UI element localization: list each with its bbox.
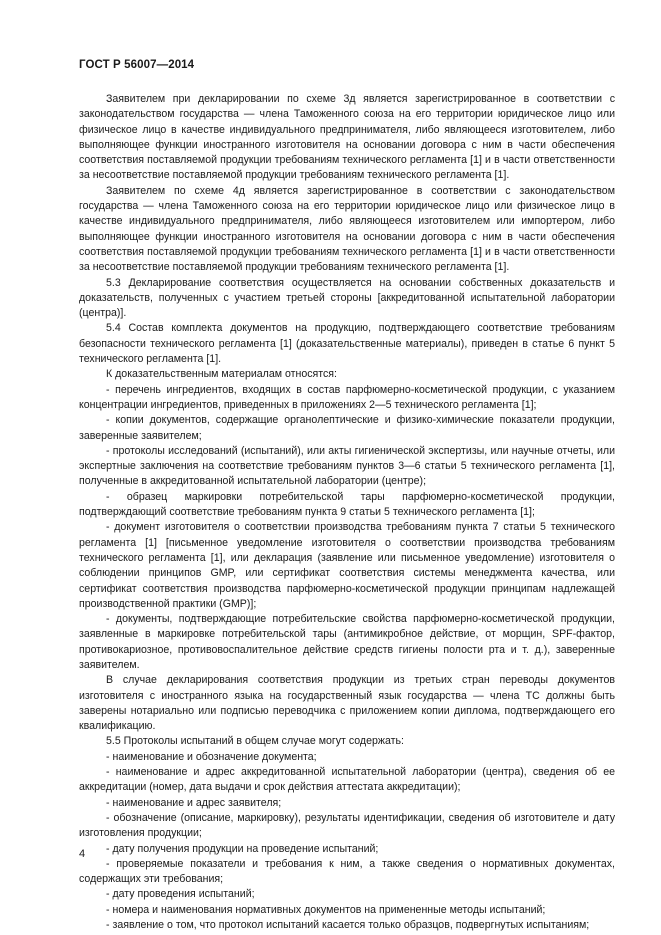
list-item: - образец маркировки потребительской тары парфюмерно-косметической продукции, подтверждающий соответствие требованиям пункта 9 статьи 5 технического регламента [1]; <box>79 490 615 519</box>
document-header: ГОСТ Р 56007—2014 <box>79 59 195 71</box>
paragraph: К доказательственным материалам относятся: <box>106 368 337 381</box>
list-item: - наименование и обозначение документа; <box>106 750 317 763</box>
list-item: - проверяемые показатели и требования к ним, а также сведения о нормативных документах, содержащих эти требования; <box>79 857 615 886</box>
paragraph: Заявителем при декларировании по схеме 3д является зарегистрированное в соответствии с законодательством государства — члена Таможенного союза на его территории юридическое лицо или физическое лицо в качестве индивидуального предпринимателя, либо являющееся изготовителем, либо выполняющее функции иностранного изготовителя на основании договора с ним в части обеспечения соответствия поставляемой продукции требованиям технического регламента [1] и в части ответственности за несоответствие поставляемой продукции требованиям технического регламента [1]. <box>79 93 615 182</box>
list-item: - протоколы исследований (испытаний), или акты гигиенической экспертизы, или научные отчеты, или экспертные заключения на соответствие требованиям пунктов 3—6 статьи 5 технического регламента [1], полученные в аккредитованной испытательной лаборатории (центре); <box>79 444 615 488</box>
paragraph: 5.5 Протоколы испытаний в общем случае могут содержать: <box>106 735 404 748</box>
list-item: - копии документов, содержащие органолептические и физико-химические показатели продукции, заверенные заявителем; <box>79 414 615 442</box>
list-item: - перечень ингредиентов, входящих в состав парфюмерно-косметической продукции, с указанием концентрации ингредиентов, приведенных в приложениях 2—5 технического регламента [1]; <box>79 383 615 411</box>
paragraph: 5.4 Состав комплекта документов на продукцию, подтверждающего соответствие требованиям безопасности технического регламента [1] (доказательственные материалы), приведен в статье 6 пункт 5 технического регламента [1]. <box>79 322 615 366</box>
list-item: - наименование и адрес аккредитованной испытательной лаборатории (центра), сведения об ее аккредитации (номер, дата выдачи и срок действия аттестата аккредитации); <box>79 766 615 794</box>
list-item: - обозначение (описание, маркировку), результаты идентификации, сведения об изготовителе и дату изготовления продукции; <box>79 811 615 840</box>
paragraph: Заявителем по схеме 4д является зарегистрированное в соответствии с законодательством государства — члена Таможенного союза на его территории юридическое лицо или физическое лицо в качестве индивидуального предпринимателя, либо являющееся изготовителем или импортером, либо выполняющее функции иностранного изготовителя на основании договора с ним в части обеспечения соответствия поставляемой продукции требованиям технического регламента [1] и в части ответственности за несоответствие поставляемой продукции требованиям технического регламента [1]. <box>79 184 615 274</box>
list-item: - наименование и адрес заявителя; <box>106 796 282 809</box>
paragraph: 5.3 Декларирование соответствия осуществляется на основании собственных доказательств и доказательств, полученных с участием третьей стороны [аккредитованной испытательной лаборатории (центра)]. <box>79 276 615 320</box>
document-body <box>79 92 615 933</box>
list-item: - документ изготовителя о соответствии производства требованиям пункта 7 статьи 5 технического регламента [1] [письменное уведомление изготовителя о соответствии производства требованиям технического регламента [1], или декларация (заявление или письменное уведомление) изготовителя о соблюдении принципов GMP, или сертификат соответствия системы менеджмента качества, или сертификат соответствия производства парфюмерно-косметической продукции принципам надлежащей производственной практики (GMP)]; <box>79 521 615 610</box>
list-item: - документы, подтверждающие потребительские свойства парфюмерно-косметической продукции, заявленные в маркировке потребительской тары (антимикробное действие, от морщин, SPF-фактор, противокариозное, противовоспалительное действие средств гигиены полости рта и т. д.), заверенные заявителем. <box>79 613 615 671</box>
page-number: 4 <box>79 848 86 860</box>
list-item: - дату проведения испытаний; <box>106 888 255 901</box>
paragraph: В случае декларирования соответствия продукции из третьих стран переводы документов изготовителя с иностранного языка на государственный язык государства — члена ТС должны быть заверены нотариально или подписью переводчика с приложением копии диплома, подтверждающего его квалификацию. <box>79 674 615 733</box>
list-item: - заявление о том, что протокол испытаний касается только образцов, подвергнутых испытаниям; <box>106 919 590 932</box>
list-item: - дату получения продукции на проведение испытаний; <box>106 842 379 855</box>
list-item: - номера и наименования нормативных документов на примененные методы испытаний; <box>106 903 546 916</box>
